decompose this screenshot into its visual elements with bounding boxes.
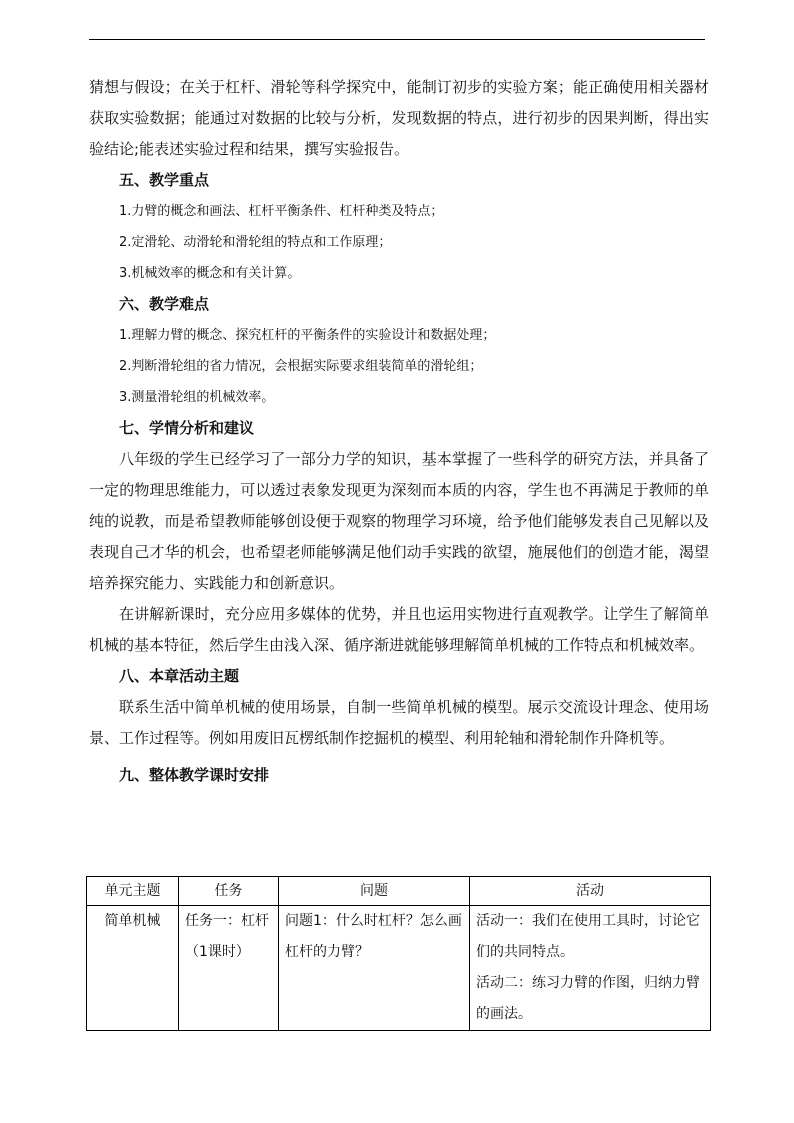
difficulty-item-3: 3.测量滑轮组的机械效率。	[119, 390, 275, 405]
focus-item-2: 2.定滑轮、动滑轮和滑轮组的特点和工作原理；	[119, 235, 392, 250]
table-header-row	[87, 877, 711, 906]
cell-task: 任务一：杠杆（1课时）	[179, 906, 279, 1031]
header-rule	[89, 39, 705, 40]
intro-paragraph: 猜想与假设；在关于杠杆、滑轮等科学探究中，能制订初步的实验方案；能正确使用相关器材获取实验数据；能通过对数据的比较与分析，发现数据的特点，进行初步的因果判断，得出实验结论;能表述实验过程和结果，撰写实验报告。	[89, 78, 709, 158]
student-analysis-paragraph-1: 八年级的学生已经学习了一部分力学的知识，基本掌握了一些科学的研究方法，并具备了一定的物理思维能力，可以透过表象发现更为深刻而本质的内容，学生也不再满足于教师的单纯的说教，而是希望教师能够创设便于观察的物理学习环境，给予他们能够发表自己见解以及表现自己才华的机会，也希望老师能够满足他们动手实践的欲望，施展他们的创造才能，渴望培养探究能力、实践能力和创新意识。	[89, 450, 709, 592]
lesson-schedule-table	[86, 876, 711, 1031]
activity-2: 活动二：练习力臂的作图，归纳力臂的画法。	[476, 975, 700, 1022]
section-heading-lesson-schedule: 九、整体教学课时安排	[119, 766, 270, 784]
difficulty-item-2: 2.判断滑轮组的省力情况，会根据实际要求组装简单的滑轮组；	[119, 359, 483, 374]
cell-unit: 简单机械	[87, 906, 179, 1031]
cell-question: 问题1：什么时杠杆？怎么画杠杆的力臂？	[279, 906, 470, 1031]
section-heading-teaching-focus: 五、教学重点	[119, 171, 210, 189]
header-activity: 活动	[470, 877, 711, 906]
header-question: 问题	[279, 877, 470, 906]
cell-activities	[470, 906, 711, 1031]
student-analysis-paragraph-2: 在讲解新课时，充分应用多媒体的优势，并且也运用实物进行直观教学。让学生了解简单机械的基本特征，然后学生由浅入深、循序渐进就能够理解简单机械的工作特点和机械效率。	[89, 605, 709, 654]
focus-item-3: 3.机械效率的概念和有关计算。	[119, 266, 301, 281]
focus-item-1: 1.力臂的概念和画法、杠杆平衡条件、杠杆种类及特点；	[119, 204, 444, 219]
difficulty-item-1: 1.理解力臂的概念、探究杠杆的平衡条件的实验设计和数据处理；	[119, 328, 496, 343]
section-heading-teaching-difficulties: 六、教学难点	[119, 295, 210, 313]
activity-theme-paragraph: 联系生活中简单机械的使用场景，自制一些简单机械的模型。展示交流设计理念、使用场景、工作过程等。例如用废旧瓦楞纸制作挖掘机的模型、利用轮轴和滑轮制作升降机等。	[89, 698, 709, 747]
section-heading-activity-theme: 八、本章活动主题	[119, 667, 240, 685]
activity-1: 活动一：我们在使用工具时，讨论它们的共同特点。	[476, 913, 700, 960]
table-row	[87, 906, 711, 1031]
section-heading-student-analysis: 七、学情分析和建议	[119, 419, 255, 437]
document-body	[89, 72, 709, 791]
header-unit-theme: 单元主题	[87, 877, 179, 906]
header-task: 任务	[179, 877, 279, 906]
